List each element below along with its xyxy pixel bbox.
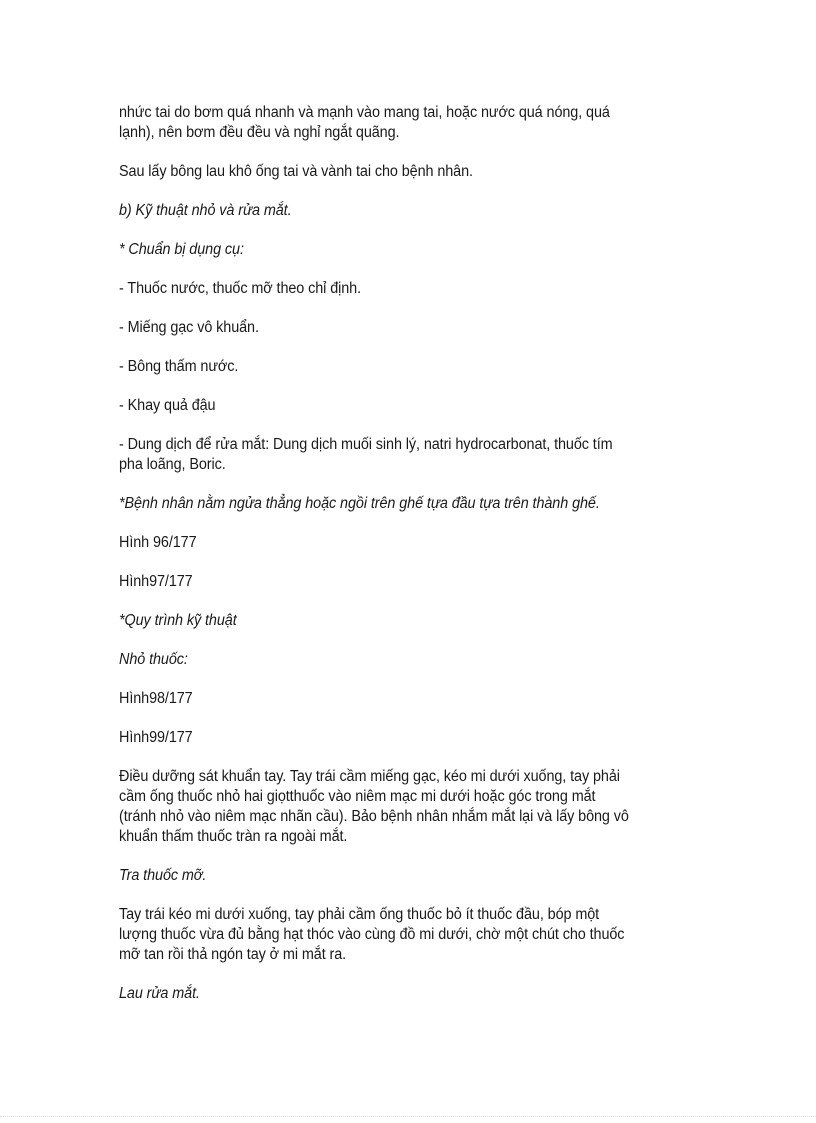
paragraph	[119, 572, 668, 592]
text-line: *Bệnh nhân nằm ngửa thẳng hoặc ngồi trên ghế tựa đầu tựa trên thành ghế.	[119, 495, 600, 512]
text-line: lạnh), nên bơm đều đều và nghỉ ngắt quãng.	[119, 124, 400, 141]
text-line: Tra thuốc mỡ.	[119, 867, 207, 884]
paragraph	[119, 905, 668, 965]
paragraph	[119, 611, 668, 631]
paragraph	[119, 103, 668, 143]
page-bottom-divider	[0, 1116, 816, 1117]
paragraph	[119, 494, 668, 514]
text-line: - Thuốc nước, thuốc mỡ theo chỉ định.	[119, 280, 362, 297]
text-line: - Khay quả đậu	[119, 397, 216, 414]
document-body	[119, 103, 668, 1023]
text-line: Hình97/177	[119, 573, 193, 590]
text-line: cầm ống thuốc nhỏ hai giọtthuốc vào niêm mạc mi dưới hoặc góc trong mắt	[119, 788, 596, 805]
text-line: (tránh nhỏ vào niêm mạc nhãn cầu). Bảo bệnh nhân nhắm mắt lại và lấy bông vô	[119, 808, 629, 825]
paragraph	[119, 279, 668, 299]
text-line: mỡ tan rồi thả ngón tay ở mi mắt ra.	[119, 946, 347, 963]
text-line: - Bông thấm nước.	[119, 358, 239, 375]
text-line: pha loãng, Boric.	[119, 456, 226, 473]
paragraph	[119, 240, 668, 260]
paragraph	[119, 435, 668, 475]
text-line: Sau lấy bông lau khô ống tai và vành tai cho bệnh nhân.	[119, 163, 473, 180]
text-line: nhức tai do bơm quá nhanh và mạnh vào mang tai, hoặc nước quá nóng, quá	[119, 104, 610, 121]
text-line: lượng thuốc vừa đủ bằng hạt thóc vào cùng đồ mi dưới, chờ một chút cho thuốc	[119, 926, 625, 943]
paragraph	[119, 533, 668, 553]
text-line: Tay trái kéo mi dưới xuống, tay phải cầm ống thuốc bỏ ít thuốc đầu, bóp một	[119, 906, 600, 923]
text-line: Hình 96/177	[119, 534, 197, 551]
paragraph	[119, 689, 668, 709]
paragraph	[119, 650, 668, 670]
text-line: Hình98/177	[119, 690, 193, 707]
text-line: * Chuẩn bị dụng cụ:	[119, 241, 244, 258]
paragraph	[119, 866, 668, 886]
paragraph	[119, 162, 668, 182]
text-line: Nhỏ thuốc:	[119, 651, 188, 668]
paragraph	[119, 201, 668, 221]
text-line: Lau rửa mắt.	[119, 985, 200, 1002]
paragraph	[119, 318, 668, 338]
paragraph	[119, 396, 668, 416]
text-line: b) Kỹ thuật nhỏ và rửa mắt.	[119, 202, 292, 219]
paragraph	[119, 984, 668, 1004]
paragraph	[119, 357, 668, 377]
paragraph	[119, 728, 668, 748]
text-line: *Quy trình kỹ thuật	[119, 612, 237, 629]
text-line: Điều dưỡng sát khuẩn tay. Tay trái cầm miếng gạc, kéo mi dưới xuống, tay phải	[119, 768, 620, 785]
paragraph	[119, 767, 668, 847]
text-line: Hình99/177	[119, 729, 193, 746]
text-line: - Miếng gạc vô khuẩn.	[119, 319, 259, 336]
text-line: khuẩn thấm thuốc tràn ra ngoài mắt.	[119, 828, 348, 845]
text-line: - Dung dịch để rửa mắt: Dung dịch muối sinh lý, natri hydrocarbonat, thuốc tím	[119, 436, 613, 453]
